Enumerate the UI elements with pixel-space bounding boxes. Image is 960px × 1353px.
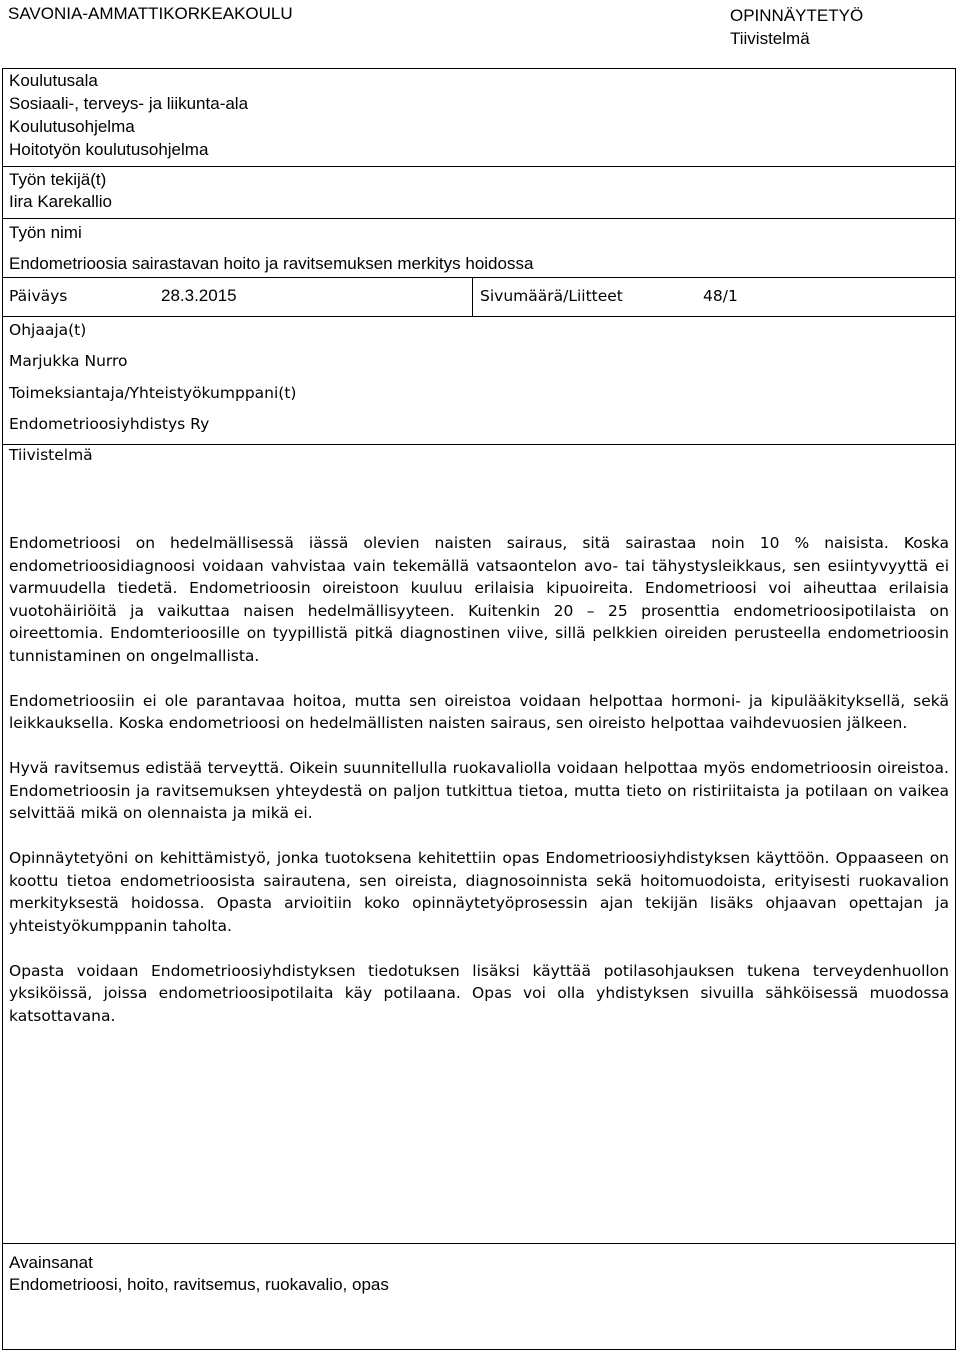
field-label-koulutusala: Koulutusala <box>9 71 98 90</box>
field-value-koulutusala: Sosiaali-, terveys- ja liikunta-ala <box>9 94 249 113</box>
abstract-paragraph: Endometrioosi on hedelmällisessä iässä olevien naisten sairaus, sitä sairastaa noin 10 % naisista. Koska endometrioosidiagnoosi voidaan vahvistaa vain tekemällä vatsaontelon avo- tai tähystysleikkaus, sen esiintyvyyttä ei varmuudella tiedetä. Endometrioosin oireistoon kuuluu erilaisia kipuoireita. Endometrioosi voi aiheuttaa erilaisia vuotohäiriöitä ja vaikuttaa naisen hedelmällisyyteen. Kuitenkin 20 – 25 prosenttia endometrioosipotilaista on oireettomia. Endomterioosille on tyypillistä pitkä diagnostinen viive, sillä pelkkien oireiden perusteella endometrioosin tunnistaminen on ongelmallista. <box>9 534 949 665</box>
field-value-nimi: Endometrioosia sairastavan hoito ja ravitsemuksen merkitys hoidossa <box>9 254 534 273</box>
field-label-koulutusohjelma: Koulutusohjelma <box>9 117 135 136</box>
document-type-title: OPINNÄYTETYÖ <box>730 6 864 25</box>
keywords-label: Avainsanat <box>9 1253 93 1272</box>
field-value-sivumaara: 48/1 <box>703 287 738 305</box>
institution-name: SAVONIA-AMMATTIKORKEAKOULU <box>8 4 293 23</box>
document-type-subtitle: Tiivistelmä <box>730 29 810 48</box>
abstract-body <box>9 532 949 1050</box>
divider <box>2 316 956 317</box>
divider <box>2 218 956 219</box>
divider <box>2 444 956 445</box>
divider <box>2 277 956 278</box>
field-value-toimeksiantaja: Endometrioosiyhdistys Ry <box>9 415 210 433</box>
field-label-paivays: Päiväys <box>9 287 68 305</box>
abstract-paragraph: Opasta voidaan Endometrioosiyhdistyksen tiedotuksen lisäksi käyttää potilasohjauksen tukena terveydenhuollon yksiköissä, joissa endometrioosipotilaita käy potilaana. Opas voi olla yhdistyksen sivuilla sähköisessä muodossa katsottavana. <box>9 961 949 1025</box>
abstract-paragraph: Opinnäytetyöni on kehittämistyö, jonka tuotoksena kehitettiin opas Endometrioosiyhdistyksen käyttöön. Oppaaseen on koottu tietoa endometrioosista sairautena, sen oireista, diagnosoinnista sekä hoitomuodoista, erityisesti ruokavalion merkityksestä hoidossa. Opasta arvioitiin koko opinnäytetyöprosessin ajan tekijän lisäks ohjaavan opettajan ja yhteistyökumppanin taholta. <box>9 849 949 935</box>
divider <box>2 1243 956 1244</box>
abstract-paragraph: Hyvä ravitsemus edistää terveyttä. Oikein suunnitellulla ruokavaliolla voidaan helpottaa myös endometrioosin oireistoa. Endometrioosin ja ravitsemuksen yhteydestä on paljon tutkittua tietoa, mutta tieto on ristiriitaista ja potilaan on vaikea selvittää mikä on olennaista ja mikä ei. <box>9 759 949 822</box>
keywords-value: Endometrioosi, hoito, ravitsemus, ruokavalio, opas <box>9 1275 389 1294</box>
divider <box>2 166 956 167</box>
field-value-paivays: 28.3.2015 <box>161 286 237 305</box>
field-value-koulutusohjelma: Hoitotyön koulutusohjelma <box>9 140 209 159</box>
field-label-nimi: Työn nimi <box>9 223 82 242</box>
column-divider <box>472 277 473 316</box>
abstract-paragraph: Endometrioosiin ei ole parantavaa hoitoa, mutta sen oireistoa voidaan helpottaa hormoni- ja kipulääkityksellä, sekä leikkauksella. Koska endometrioosi on hedelmällisten naisten sairaus, sen oireisto helpottaa vaihdevuosien jälkeen. <box>9 691 949 732</box>
document-type <box>730 4 863 50</box>
field-label-tekija: Työn tekijä(t) <box>9 170 107 189</box>
field-label-toimeksiantaja: Toimeksiantaja/Yhteistyökumppani(t) <box>9 384 297 402</box>
field-value-tekija: Iira Karekallio <box>9 192 112 211</box>
field-value-ohjaaja: Marjukka Nurro <box>9 352 128 370</box>
field-label-sivumaara: Sivumäärä/Liitteet <box>480 287 623 305</box>
field-label-ohjaaja: Ohjaaja(t) <box>9 321 87 339</box>
abstract-heading: Tiivistelmä <box>9 446 93 464</box>
